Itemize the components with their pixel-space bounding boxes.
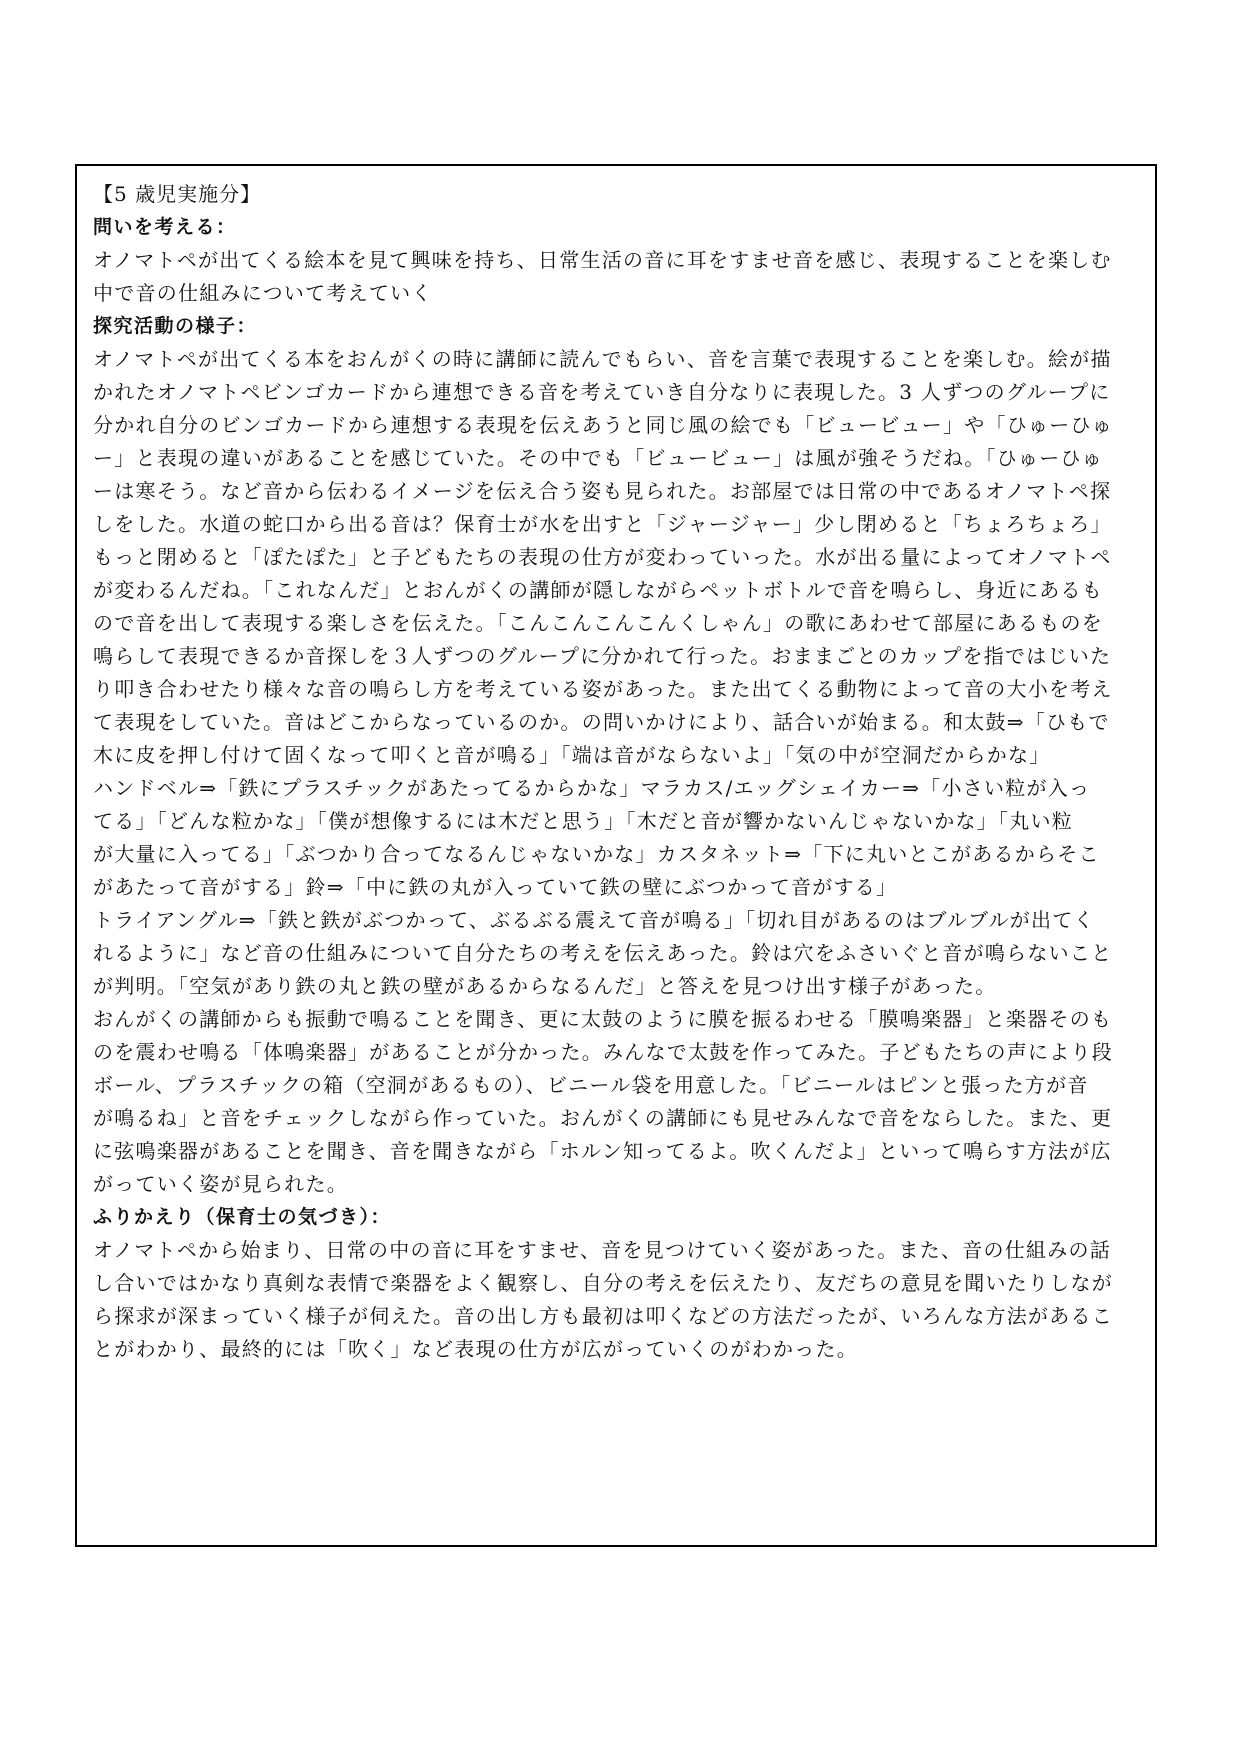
text-line: り叩き合わせたり様々な音の鳴らし方を考えている姿があった。また出てくる動物によって音の大小を考え <box>93 677 1113 701</box>
text-line: もっと閉めると「ぽたぽた」と子どもたちの表現の仕方が変わっていった。水が出る量によってオノマトペ <box>93 545 1112 569</box>
text-line: ー」と表現の違いがあることを感じていた。その中でも「ビュービュー」は風が強そうだね。「ひゅーひゅ <box>93 446 1103 470</box>
text-line: 中で音の仕組みについて考えていく <box>93 281 433 305</box>
text-line: があたって音がする」鈴⇒「中に鉄の丸が入っていて鉄の壁にぶつかって音がする」 <box>93 875 898 899</box>
text-line: ーは寒そう。など音から伝わるイメージを伝え合う姿も見られた。お部屋では日常の中であるオノマトペ探 <box>93 479 1112 503</box>
text-line: ボール、プラスチックの箱（空洞があるもの）、ビニール袋を用意した。「ビニールはピンと張った方が音 <box>93 1073 1089 1097</box>
text-line: しをした。水道の蛇口から出る音は？保育士が水を出すと「ジャージャー」少し閉めると「ちょろちょろ」 <box>93 512 1112 536</box>
text-line: かれたオノマトペビンゴカードから連想できる音を考えていき自分なりに表現した。3 人ずつのグループに <box>93 380 1111 404</box>
text-line: れるように」など音の仕組みについて自分たちの考えを伝えあった。鈴は穴をふさいぐと音が鳴らないこと <box>93 941 1113 965</box>
text-line: に弦鳴楽器があることを聞き、音を聞きながら「ホルン知ってるよ。吹くんだよ」といって鳴らす方法が広 <box>93 1139 1112 1163</box>
text-line: ら探求が深まっていく様子が伺えた。音の出し方も最初は叩くなどの方法だったが、いろんな方法があるこ <box>93 1304 1113 1328</box>
text-line: し合いではかなり真剣な表情で楽器をよく観察し、自分の考えを伝えたり、友だちの意見を聞いたりしなが <box>93 1271 1113 1295</box>
text-line: て表現をしていた。音はどこからなっているのか。の問いかけにより、話合いが始まる。和太鼓⇒「ひもで <box>93 710 1110 734</box>
section-heading: 問いを考える： <box>93 216 237 238</box>
text-line: オノマトペから始まり、日常の中の音に耳をすませ、音を見つけていく姿があった。また、音の仕組みの話 <box>93 1238 1111 1262</box>
text-line: トライアングル⇒「鉄と鉄がぶつかって、ぶるぶる震えて音が鳴る」「切れ目があるのはブルブルが出てく <box>93 908 1095 932</box>
text-line: が大量に入ってる」「ぶつかり合ってなるんじゃないかな」カスタネット⇒「下に丸いとこがあるからそこ <box>93 842 1100 866</box>
text-line: オノマトペが出てくる本をおんがくの時に講師に読んでもらい、音を言葉で表現することを楽しむ。絵が描 <box>93 347 1112 371</box>
section-reflection <box>93 1201 1141 1366</box>
text-line: が変わるんだね。「これなんだ」とおんがくの講師が隠しながらペットボトルで音を鳴らし、身近にあるも <box>93 578 1103 602</box>
report-title: 【5 歳児実施分】 <box>93 182 262 206</box>
report-box <box>75 164 1157 1547</box>
text-line: 木に皮を押し付けて固くなって叩くと音が鳴る」「端は音がならないよ」「気の中が空洞だからかな」 <box>93 743 1051 767</box>
text-line: が判明。「空気があり鉄の丸と鉄の壁があるからなるんだ」と答えを見つけ出す様子があった。 <box>93 974 997 998</box>
text-line: おんがくの講師からも振動で鳴ることを聞き、更に太鼓のように膜を振るわせる「膜鳴楽器」と楽器そのも <box>93 1007 1113 1031</box>
text-line: てる」「どんな粒かな」「僕が想像するには木だと思う」「木だと音が響かないんじゃないかな」「丸い粒 <box>93 809 1073 833</box>
section-question <box>93 211 1141 310</box>
section-activity <box>93 310 1141 1201</box>
section-heading: ふりかえり（保育士の気づき）： <box>93 1206 392 1228</box>
section-heading: 探究活動の様子： <box>93 315 258 337</box>
text-line: が鳴るね」と音をチェックしながら作っていた。おんがくの講師にも見せみんなで音をならした。また、更 <box>93 1106 1113 1130</box>
text-line: ので音を出して表現する楽しさを伝えた。「こんこんこんこんくしゃん」の歌にあわせて部屋にあるものを <box>93 611 1103 635</box>
text-line: とがわかり、最終的には「吹く」など表現の仕方が広がっていくのがわかった。 <box>93 1337 858 1361</box>
text-line: 分かれ自分のビンゴカードから連想する表現を伝えあうと同じ風の絵でも「ビュービュー」や「ひゅーひゅ <box>93 413 1113 437</box>
text-line: オノマトペが出てくる絵本を見て興味を持ち、日常生活の音に耳をすませ音を感じ、表現することを楽しむ <box>93 248 1112 272</box>
text-line: 鳴らして表現できるか音探しを３人ずつのグループに分かれて行った。おままごとのカップを指ではじいた <box>93 644 1112 668</box>
text-line: がっていく姿が見られた。 <box>93 1172 348 1196</box>
text-line: のを震わせ鳴る「体鳴楽器」があることが分かった。みんなで太鼓を作ってみた。子どもたちの声により段 <box>93 1040 1113 1064</box>
text-line: ハンドベル⇒「鉄にプラスチックがあたってるからかな」マラカス/エッグシェイカー⇒「小さい粒が入っ <box>93 776 1091 800</box>
